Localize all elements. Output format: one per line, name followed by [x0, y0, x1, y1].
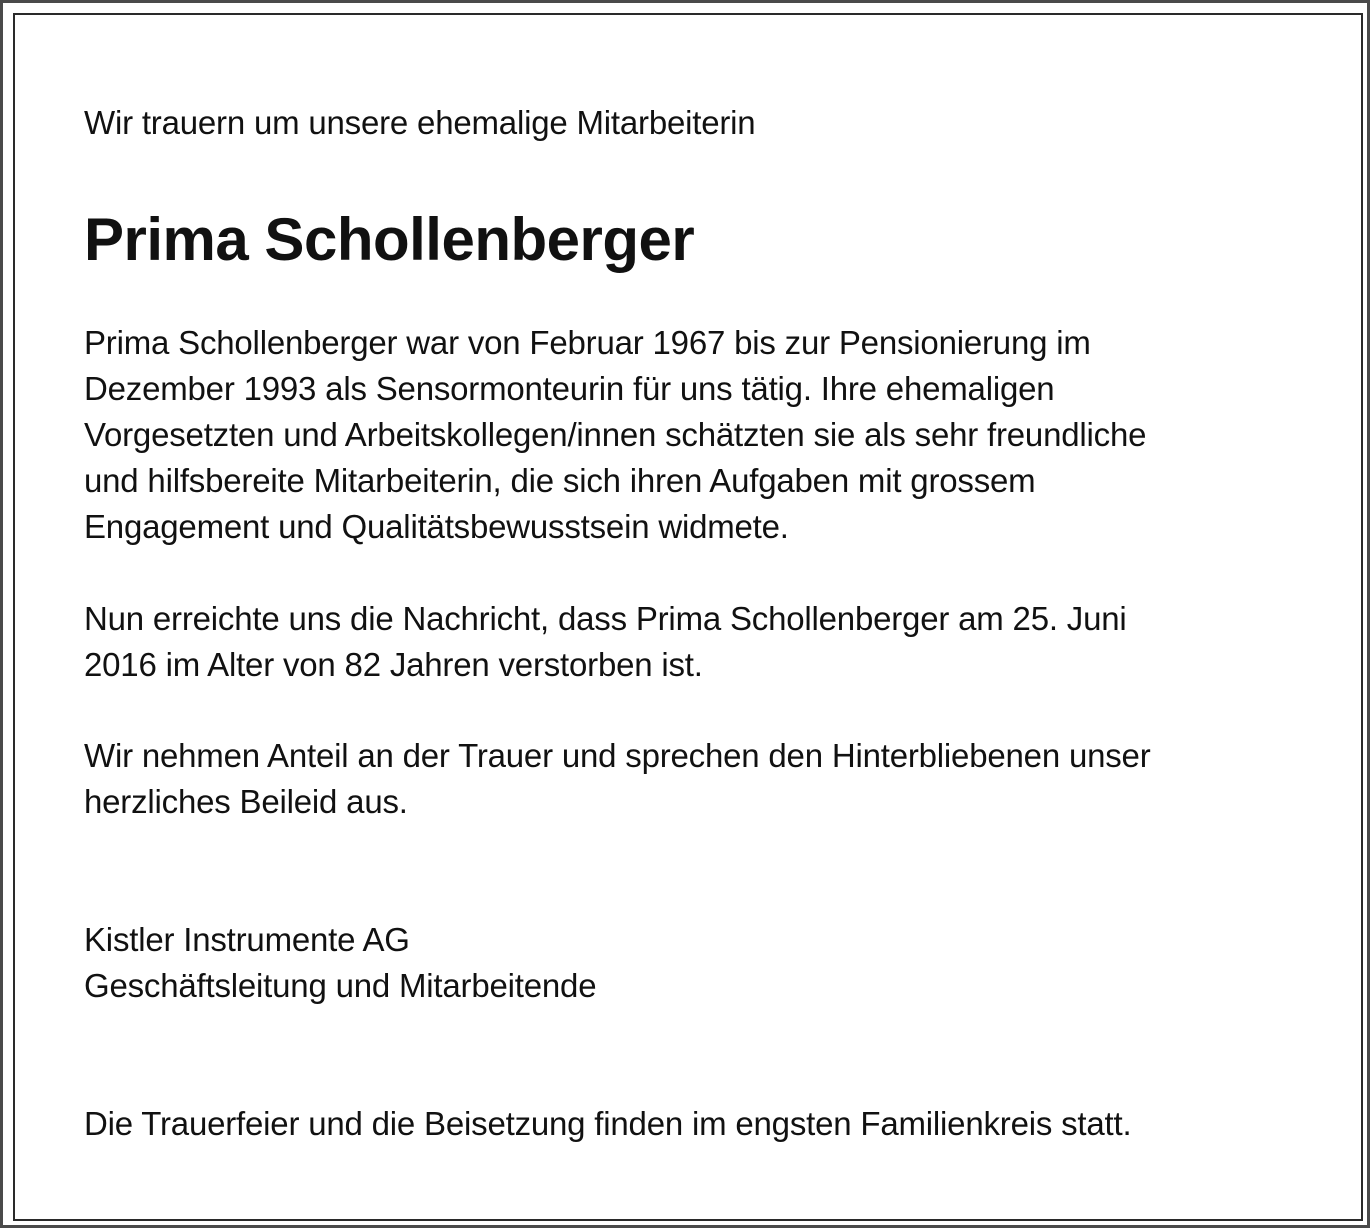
death-announcement-line: 2016 im Alter von 82 Jahren verstorben ist.: [84, 646, 703, 683]
signature-block: [84, 917, 596, 1009]
company-name: Kistler Instrumente AG: [84, 921, 410, 958]
death-announcement-line: Nun erreichte uns die Nachricht, dass Prima Schollenberger am 25. Juni: [84, 600, 1127, 637]
biography-line: Dezember 1993 als Sensormonteurin für uns tätig. Ihre ehemaligen: [84, 370, 1055, 407]
funeral-note: Die Trauerfeier und die Beisetzung finden im engsten Familienkreis statt.: [84, 1105, 1132, 1142]
signatory-group: Geschäftsleitung und Mitarbeitende: [84, 967, 597, 1004]
condolence-line: Wir nehmen Anteil an der Trauer und sprechen den Hinterbliebenen unser: [84, 737, 1151, 774]
condolence-paragraph: [84, 733, 1151, 825]
biography-line: Vorgesetzten und Arbeitskollegen/innen schätzten sie als sehr freundliche: [84, 416, 1147, 453]
biography-line: Engagement und Qualitätsbewusstsein widmete.: [84, 508, 789, 545]
death-announcement-paragraph: [84, 596, 1127, 688]
intro-text: Wir trauern um unsere ehemalige Mitarbeiterin: [84, 104, 756, 141]
condolence-line: herzliches Beileid aus.: [84, 783, 408, 820]
biography-paragraph: [84, 320, 1146, 550]
biography-line: und hilfsbereite Mitarbeiterin, die sich ihren Aufgaben mit grossem: [84, 462, 1036, 499]
deceased-name: Prima Schollenberger: [84, 206, 695, 273]
biography-line: Prima Schollenberger war von Februar 1967 bis zur Pensionierung im: [84, 324, 1091, 361]
